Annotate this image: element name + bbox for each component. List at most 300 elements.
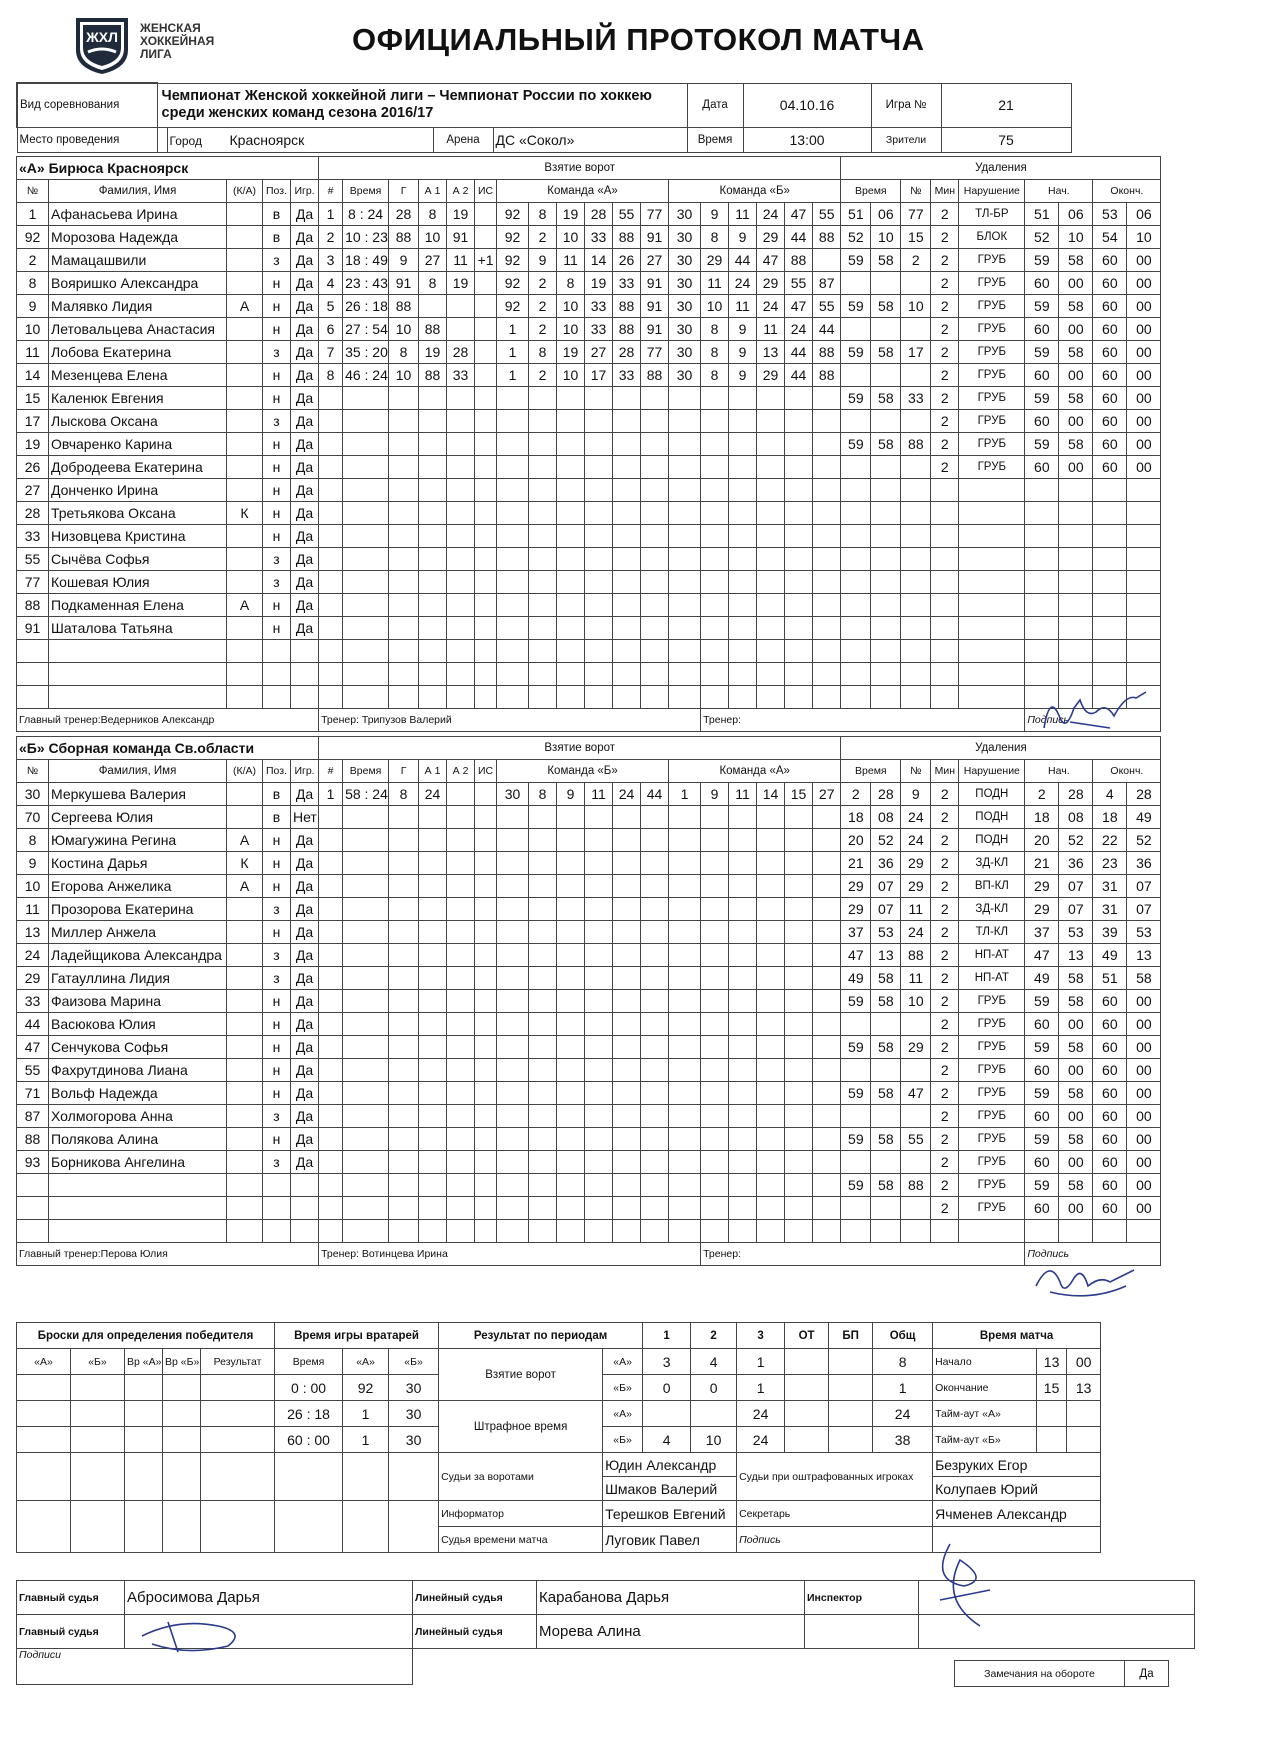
player-played [291, 1220, 319, 1243]
pen-start-sec: 53 [1059, 921, 1093, 944]
goal-cell [729, 502, 757, 525]
goal-cell [419, 548, 447, 571]
table-row [17, 180, 1161, 203]
pen-time-sec: 10 [871, 226, 901, 249]
player-number: 87 [17, 1105, 49, 1128]
player-played: Да [291, 502, 319, 525]
goal-cell [319, 663, 343, 686]
col-header: Команда «А» [669, 760, 841, 783]
player-role [227, 456, 263, 479]
pen-player: 11 [901, 967, 931, 990]
goal-cell [389, 617, 419, 640]
pen-time-min: 29 [841, 898, 871, 921]
player-role [227, 1220, 263, 1243]
pen-time-sec: 58 [871, 341, 901, 364]
goal-cell [729, 548, 757, 571]
player-name: Малявко Лидия [49, 295, 227, 318]
table-row [17, 83, 1071, 127]
player-played: Да [291, 479, 319, 502]
player-number: 29 [17, 967, 49, 990]
goal-cell [447, 433, 475, 456]
period-pen-a [829, 1401, 873, 1427]
table-row [17, 364, 1161, 387]
goal-cell [729, 1197, 757, 1220]
goal-cell [389, 410, 419, 433]
goal-cell [557, 387, 585, 410]
team-a-section [16, 156, 1161, 732]
goal-cell [529, 875, 557, 898]
goal-cell [447, 571, 475, 594]
goal-cell: 10 [389, 364, 419, 387]
pen-start-min: 47 [1025, 944, 1059, 967]
player-role [227, 898, 263, 921]
player-played [291, 686, 319, 709]
goal-cell [475, 341, 497, 364]
player-number [17, 640, 49, 663]
goal-cell [529, 571, 557, 594]
goal-cell: 8 [419, 272, 447, 295]
goal-cell: 7 [319, 341, 343, 364]
player-name: Низовцева Кристина [49, 525, 227, 548]
goal-cell: 19 [447, 272, 475, 295]
col-header: Команда «А» [497, 180, 669, 203]
goal-cell [729, 525, 757, 548]
pen-end-min: 31 [1093, 898, 1127, 921]
goal-cell [447, 479, 475, 502]
table-row [17, 1401, 1101, 1427]
pen-end-min [1093, 1220, 1127, 1243]
goal-cell [389, 387, 419, 410]
player-played: Да [291, 1105, 319, 1128]
table-row [17, 1197, 1161, 1220]
goal-cell [419, 1151, 447, 1174]
goal-time [343, 1105, 389, 1128]
goal-cell [785, 686, 813, 709]
goal-time [343, 594, 389, 617]
table-row [17, 1501, 1101, 1527]
table-row [17, 127, 1071, 152]
goal-cell [529, 1082, 557, 1105]
goal-cell [447, 783, 475, 806]
goal-cell [389, 1128, 419, 1151]
goal-cell [497, 456, 529, 479]
goal-cell: 44 [729, 249, 757, 272]
pen-start-sec: 58 [1059, 1082, 1093, 1105]
goal-cell [557, 944, 585, 967]
goal-time [343, 944, 389, 967]
pen-infraction: ВП-КЛ [959, 875, 1025, 898]
goal-cell [701, 525, 729, 548]
period-goals-a [829, 1349, 873, 1375]
goal-cell [613, 898, 641, 921]
pen-end-sec: 00 [1127, 249, 1161, 272]
pen-start-sec: 07 [1059, 875, 1093, 898]
player-role [227, 921, 263, 944]
goal-cell [447, 875, 475, 898]
svg-text:ЖХЛ: ЖХЛ [86, 29, 118, 45]
goal-cell: 8 [529, 341, 557, 364]
pen-end-min: 60 [1093, 341, 1127, 364]
goal-cell [785, 1128, 813, 1151]
pen-minutes [931, 640, 959, 663]
goal-cell [613, 1105, 641, 1128]
goal-cell [641, 852, 669, 875]
pen-infraction [959, 594, 1025, 617]
player-role [227, 226, 263, 249]
goal-cell: 29 [757, 226, 785, 249]
goal-cell [557, 640, 585, 663]
player-role [227, 410, 263, 433]
goal-cell [529, 548, 557, 571]
goal-cell [475, 686, 497, 709]
goal-cell: 47 [785, 295, 813, 318]
goal-cell [497, 433, 529, 456]
pen-end-min [1093, 525, 1127, 548]
goal-cell [813, 410, 841, 433]
goal-cell [447, 1082, 475, 1105]
goal-cell [389, 1059, 419, 1082]
player-position [263, 640, 291, 663]
player-number: 30 [17, 783, 49, 806]
pen-infraction: ГРУБ [959, 1082, 1025, 1105]
pen-start-min [1025, 640, 1059, 663]
cell [125, 1375, 163, 1401]
cell [805, 1615, 919, 1649]
goal-cell: 87 [813, 272, 841, 295]
pen-start-sec [1059, 663, 1093, 686]
goal-cell [757, 525, 785, 548]
goal-time [343, 1128, 389, 1151]
goal-cell [813, 1151, 841, 1174]
goal-cell [785, 1174, 813, 1197]
goal-cell: 10 [389, 318, 419, 341]
goal-cell [447, 456, 475, 479]
period-goals-a: 8 [873, 1349, 933, 1375]
goal-cell [701, 944, 729, 967]
goal-cell [389, 898, 419, 921]
goal-cell: 28 [613, 341, 641, 364]
goal-cell [613, 1197, 641, 1220]
pen-player: 55 [901, 1128, 931, 1151]
coach: Тренер: Вотинцева Ирина [319, 1243, 701, 1266]
goal-cell [557, 1105, 585, 1128]
pen-end-sec: 00 [1127, 1174, 1161, 1197]
pen-end-min: 22 [1093, 829, 1127, 852]
pen-end-min: 60 [1093, 990, 1127, 1013]
goal-cell [585, 479, 613, 502]
pen-time-min [841, 617, 871, 640]
goal-cell [475, 640, 497, 663]
period-pen-b: 10 [691, 1427, 737, 1453]
goal-cell [813, 479, 841, 502]
goal-cell: 11 [557, 249, 585, 272]
player-position: н [263, 990, 291, 1013]
info-table [16, 82, 1072, 153]
pen-end-sec [1127, 502, 1161, 525]
goal-cell: 11 [447, 249, 475, 272]
pen-player: 17 [901, 341, 931, 364]
penalty-box-judge-1: Безруких Егор [933, 1453, 1101, 1477]
goal-cell [757, 875, 785, 898]
goal-cell [813, 852, 841, 875]
goal-cell [813, 502, 841, 525]
pen-minutes: 2 [931, 295, 959, 318]
goal-cell [641, 1220, 669, 1243]
goal-cell [497, 898, 529, 921]
goal-cell [557, 967, 585, 990]
goal-cell [419, 990, 447, 1013]
goal-cell [497, 663, 529, 686]
pen-minutes [931, 1220, 959, 1243]
pen-infraction [959, 1220, 1025, 1243]
goal-cell: 30 [669, 249, 701, 272]
goal-cell: 24 [785, 318, 813, 341]
goal-cell [813, 617, 841, 640]
goal-cell: 27 [813, 783, 841, 806]
player-number: 1 [17, 203, 49, 226]
goal-cell [613, 1036, 641, 1059]
goal-cell [557, 410, 585, 433]
goal-cell [585, 898, 613, 921]
table-row [17, 1036, 1161, 1059]
player-number: 19 [17, 433, 49, 456]
player-role [227, 387, 263, 410]
goal-cell [669, 594, 701, 617]
goal-time [343, 479, 389, 502]
table-row [17, 875, 1161, 898]
goal-cell [319, 571, 343, 594]
goal-cell: 30 [669, 364, 701, 387]
comp-value: Чемпионат Женской хоккейной лиги – Чемпионат России по хоккею среди женских команд сезона 2016/17 [157, 83, 687, 127]
goal-cell [529, 502, 557, 525]
goal-cell [669, 479, 701, 502]
player-number: 9 [17, 295, 49, 318]
player-role: А [227, 295, 263, 318]
goal-cell [641, 640, 669, 663]
table-row [17, 829, 1161, 852]
pen-time-sec: 58 [871, 433, 901, 456]
goal-cell: 8 [529, 783, 557, 806]
goal-cell: 28 [447, 341, 475, 364]
player-played [291, 640, 319, 663]
page-title: ОФИЦИАЛЬНЫЙ ПРОТОКОЛ МАТЧА [352, 22, 925, 57]
period-goals-b [785, 1375, 829, 1401]
player-number: 13 [17, 921, 49, 944]
goal-cell [813, 829, 841, 852]
pen-infraction: ГРУБ [959, 1174, 1025, 1197]
col-header: Мин [931, 760, 959, 783]
pen-infraction: ТЛ-БР [959, 203, 1025, 226]
pen-player: 15 [901, 226, 931, 249]
table-row [17, 249, 1161, 272]
player-played: Да [291, 295, 319, 318]
goal-cell [585, 806, 613, 829]
goal-cell [669, 944, 701, 967]
team-quote: «А» [603, 1401, 643, 1427]
player-role [227, 479, 263, 502]
goal-cell [557, 990, 585, 1013]
goal-cell [475, 1151, 497, 1174]
pen-player: 88 [901, 1174, 931, 1197]
goal-cell [447, 1128, 475, 1151]
pen-start-sec: 58 [1059, 1128, 1093, 1151]
goal-cell [497, 1197, 529, 1220]
period-pen-b: 24 [737, 1427, 785, 1453]
goal-cell [419, 433, 447, 456]
goal-cell [447, 1151, 475, 1174]
pen-infraction [959, 525, 1025, 548]
player-name [49, 1174, 227, 1197]
pen-time-sec: 58 [871, 249, 901, 272]
player-name: Афанасьева Ирина [49, 203, 227, 226]
goal-cell [475, 1128, 497, 1151]
goal-cell [557, 1082, 585, 1105]
goal-cell [447, 1105, 475, 1128]
pen-start-sec: 00 [1059, 1151, 1093, 1174]
goal-cell [785, 525, 813, 548]
goal-cell [497, 571, 529, 594]
goal-cell [497, 594, 529, 617]
pen-end-min: 60 [1093, 456, 1127, 479]
penalty-box-judges-label: Судьи при оштрафованных игроках [737, 1453, 933, 1501]
goal-cell [813, 990, 841, 1013]
timekeeper-label: Судья времени матча [439, 1527, 603, 1553]
player-played: Да [291, 525, 319, 548]
goal-cell: 2 [529, 272, 557, 295]
pen-time-sec [871, 548, 901, 571]
goal-cell [557, 1059, 585, 1082]
goal-cell [389, 433, 419, 456]
goal-cell: 9 [729, 364, 757, 387]
pen-time-min: 59 [841, 1174, 871, 1197]
col-header: Г [389, 760, 419, 783]
pen-minutes: 2 [931, 921, 959, 944]
goal-cell [757, 387, 785, 410]
goal-cell: 77 [641, 341, 669, 364]
col-header: Поз. [263, 760, 291, 783]
pen-time-min: 59 [841, 433, 871, 456]
pen-end-min [1093, 663, 1127, 686]
player-number: 71 [17, 1082, 49, 1105]
pen-end-sec: 49 [1127, 806, 1161, 829]
goal-cell [475, 1059, 497, 1082]
goal-cell: 8 [389, 341, 419, 364]
player-role [227, 548, 263, 571]
pen-time-min [841, 640, 871, 663]
pen-start-min [1025, 617, 1059, 640]
pen-time-sec: 13 [871, 944, 901, 967]
pen-infraction: ГРУБ [959, 1036, 1025, 1059]
player-number [17, 663, 49, 686]
col-header: А 1 [419, 760, 447, 783]
goal-cell [475, 318, 497, 341]
player-position: з [263, 341, 291, 364]
goal-cell [729, 1220, 757, 1243]
goal-cell [813, 249, 841, 272]
goal-cell: 1 [497, 364, 529, 387]
team-quote: «Б» [603, 1427, 643, 1453]
goal-cell [729, 686, 757, 709]
goal-cell [497, 1036, 529, 1059]
pen-time-sec [871, 410, 901, 433]
goal-cell [447, 318, 475, 341]
pen-time-min [841, 318, 871, 341]
table-row [17, 341, 1161, 364]
pen-minutes: 2 [931, 203, 959, 226]
goal-cell: 30 [669, 226, 701, 249]
goal-cell [785, 990, 813, 1013]
player-position: н [263, 594, 291, 617]
table-row [17, 1059, 1161, 1082]
goal-cell [585, 387, 613, 410]
player-number: 8 [17, 272, 49, 295]
goal-cell: 1 [497, 318, 529, 341]
pen-minutes: 2 [931, 967, 959, 990]
pen-player [901, 502, 931, 525]
pen-time-min: 59 [841, 1082, 871, 1105]
goal-cell: 33 [613, 272, 641, 295]
goal-cell [419, 1036, 447, 1059]
pen-infraction: ПОДН [959, 783, 1025, 806]
pen-infraction [959, 502, 1025, 525]
pen-end-min: 60 [1093, 1059, 1127, 1082]
goal-cell [641, 594, 669, 617]
player-played: Да [291, 1059, 319, 1082]
player-played: Да [291, 1128, 319, 1151]
goal-cell: 88 [813, 226, 841, 249]
pen-start-min: 60 [1025, 1059, 1059, 1082]
goal-cell [419, 921, 447, 944]
goal-cell [701, 1197, 729, 1220]
goal-cell [585, 1174, 613, 1197]
goal-cell: 8 [529, 203, 557, 226]
player-name: Шаталова Татьяна [49, 617, 227, 640]
goal-cell [757, 1013, 785, 1036]
goal-cell [497, 686, 529, 709]
goal-cell [389, 944, 419, 967]
col-header: А 2 [447, 760, 475, 783]
goal-cell [389, 1082, 419, 1105]
player-position [263, 1174, 291, 1197]
player-position: н [263, 617, 291, 640]
pen-minutes: 2 [931, 410, 959, 433]
goal-cell [557, 1128, 585, 1151]
goal-cell [447, 548, 475, 571]
goal-cell [669, 617, 701, 640]
player-name [49, 1220, 227, 1243]
goal-cell [557, 663, 585, 686]
goal-cell [447, 806, 475, 829]
goal-cell [419, 594, 447, 617]
goal-cell [447, 594, 475, 617]
goal-cell [669, 829, 701, 852]
goal-cell [447, 967, 475, 990]
player-name [49, 686, 227, 709]
pen-start-min: 60 [1025, 1197, 1059, 1220]
pen-end-sec: 58 [1127, 967, 1161, 990]
pen-start-sec: 00 [1059, 1197, 1093, 1220]
period-goals-a: 1 [737, 1349, 785, 1375]
pen-time-sec: 58 [871, 1036, 901, 1059]
goal-cell [669, 921, 701, 944]
goal-cell [319, 410, 343, 433]
pen-end-sec: 00 [1127, 295, 1161, 318]
col-header: «Б» [389, 1349, 439, 1375]
goal-cell [557, 686, 585, 709]
goal-cell [757, 921, 785, 944]
player-played: Да [291, 967, 319, 990]
goal-cell [813, 898, 841, 921]
